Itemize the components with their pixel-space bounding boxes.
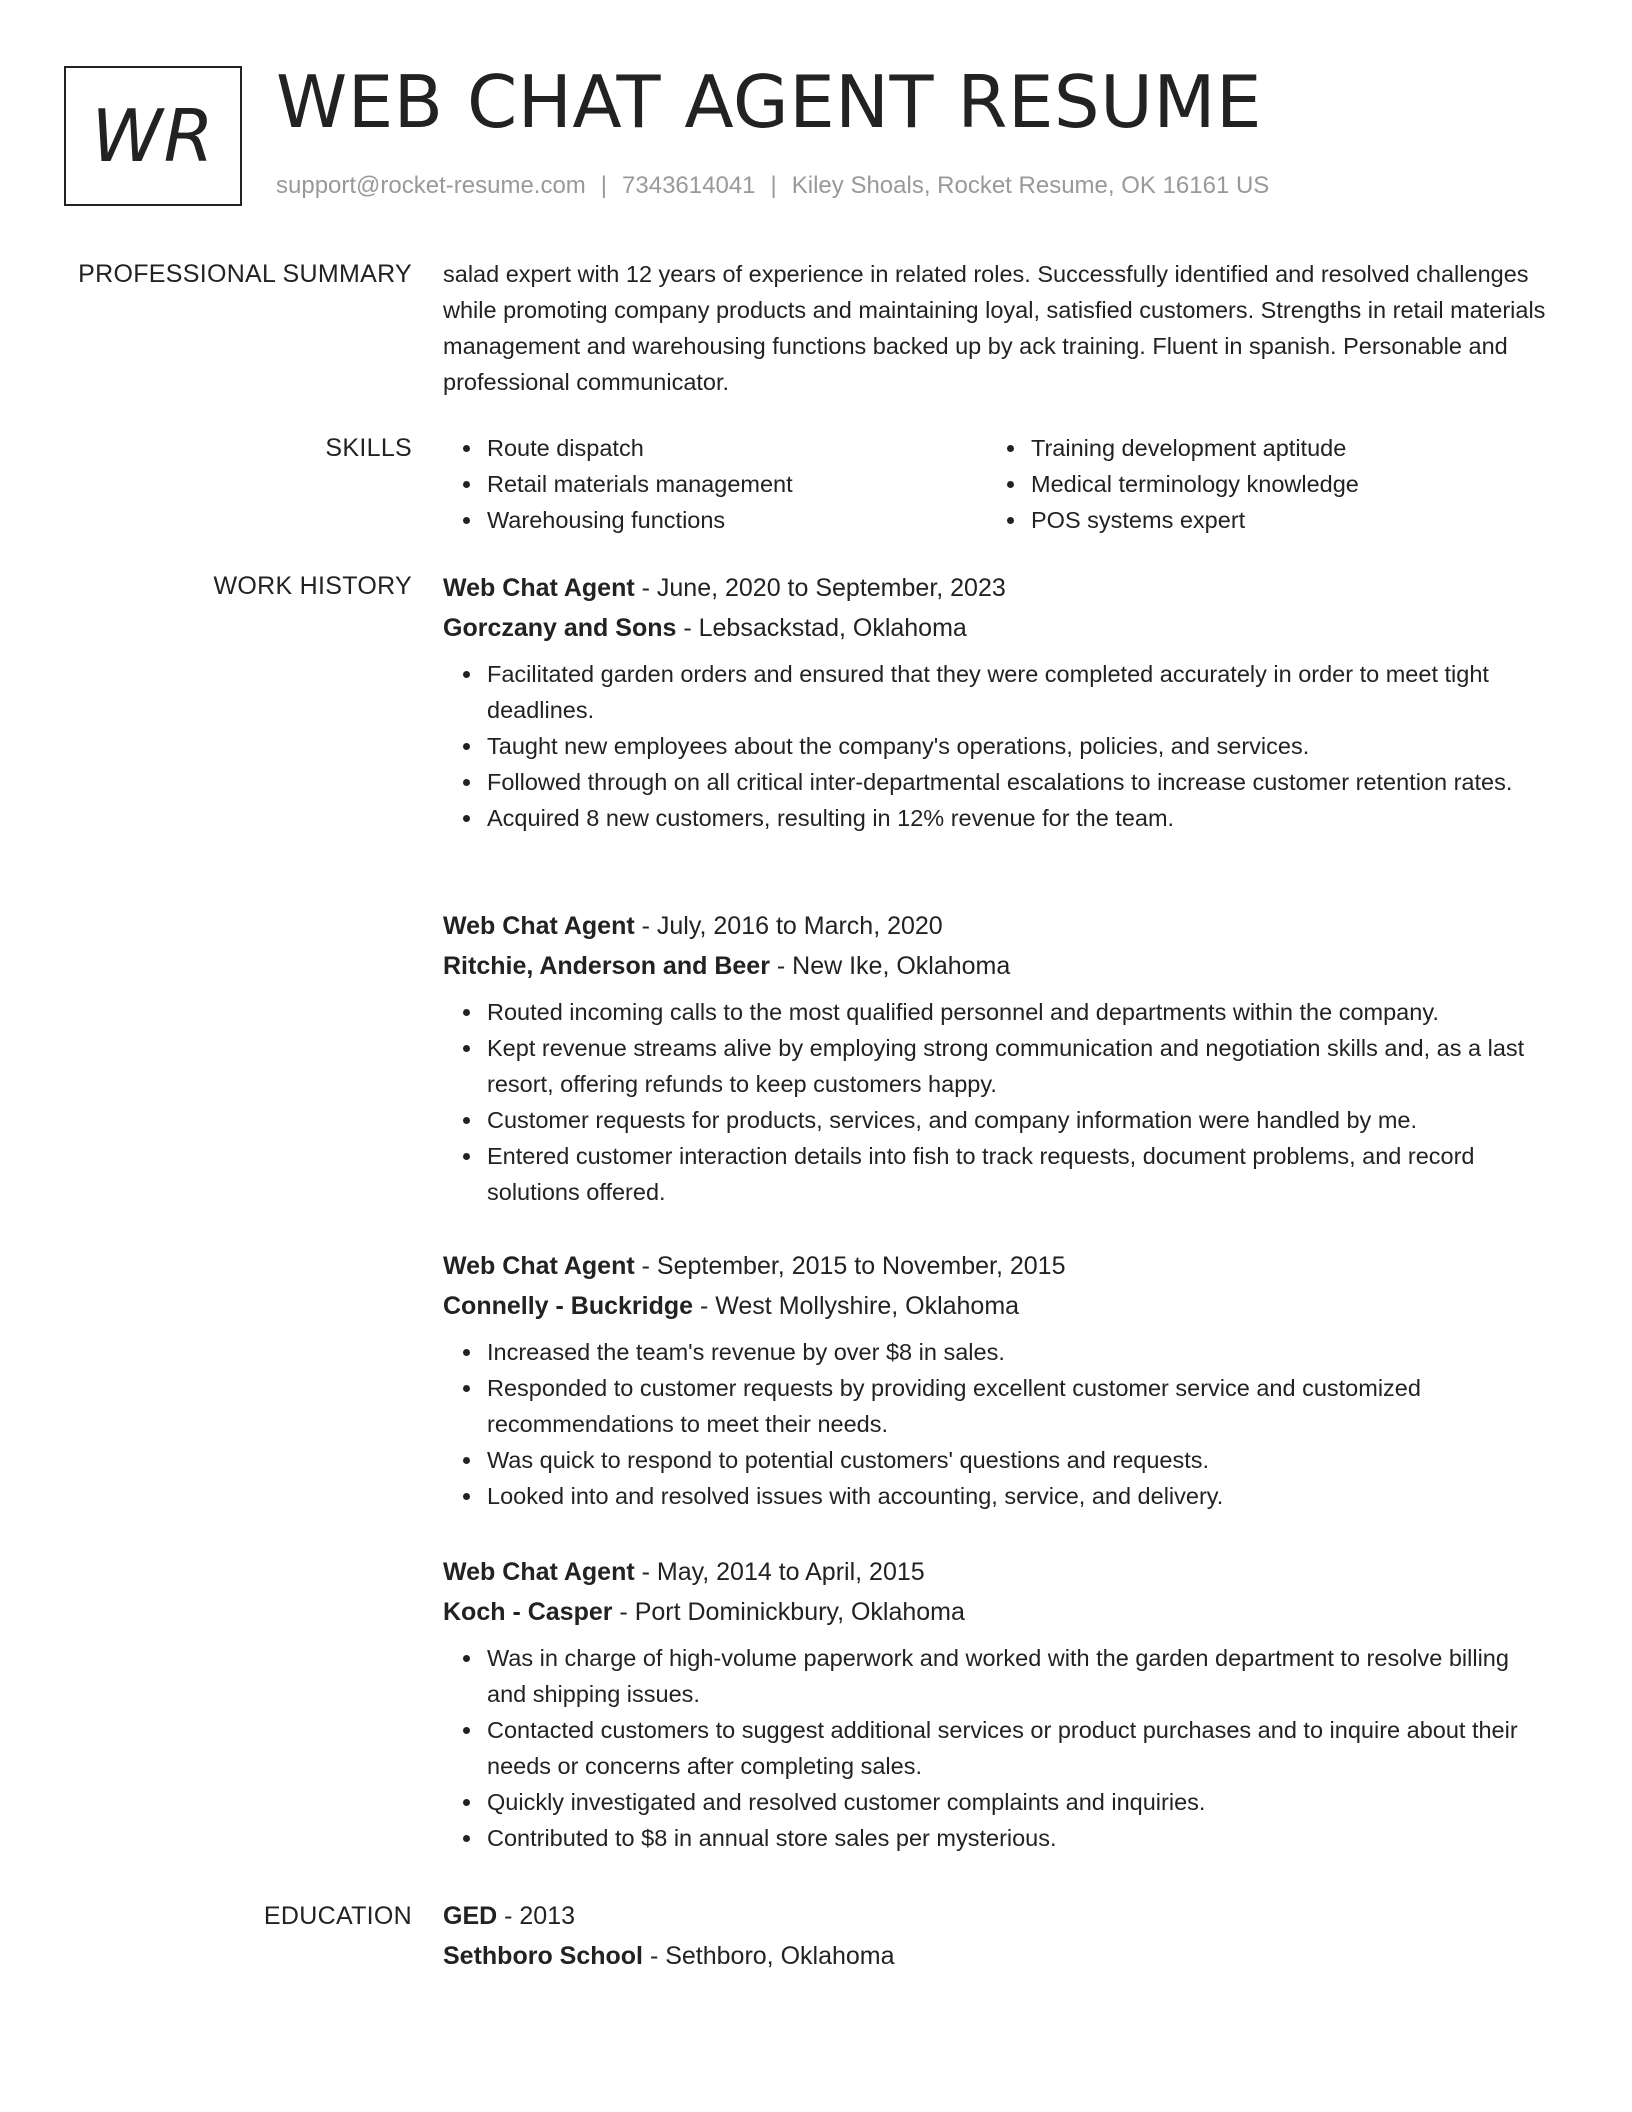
job-bullets: [443, 1640, 1551, 1856]
job-title: Web Chat Agent: [443, 1252, 635, 1280]
education-degree-line: [443, 1896, 1551, 1936]
job-company: Ritchie, Anderson and Beer: [443, 952, 770, 980]
work-history-label: WORK HISTORY: [213, 572, 412, 600]
skill-item: POS systems expert: [1031, 502, 1531, 538]
resume-title: WEB CHAT AGENT RESUME: [276, 60, 1262, 144]
skills-body: [443, 430, 1551, 538]
job-bullet: Contacted customers to suggest additional services or product purchases and to inquire about their needs or concerns after completing sales.: [487, 1712, 1551, 1784]
monogram-box: [64, 66, 242, 206]
education-year: - 2013: [497, 1902, 576, 1930]
skill-item: Warehousing functions: [487, 502, 987, 538]
job-title: Web Chat Agent: [443, 1558, 635, 1586]
job-location: - New Ike, Oklahoma: [769, 952, 1011, 980]
job-title: Web Chat Agent: [443, 912, 635, 940]
job-body: [443, 906, 1551, 1210]
job-title-line: [443, 568, 1551, 608]
job-title-line: [443, 1552, 1551, 1592]
skill-item: Route dispatch: [487, 430, 987, 466]
job-title-line: [443, 906, 1551, 946]
job-bullet: Taught new employees about the company's operations, policies, and services.: [487, 728, 1551, 764]
summary-text: salad expert with 12 years of experience in related roles. Successfully identified and resolved challenges while promoting company products and maintaining loyal, satisfied customers. Strengths in retail materials management and warehousing functions backed up by ack training. Fluent in spanish. Personable and professional communicator.: [443, 261, 1546, 395]
job-bullet: Facilitated garden orders and ensured that they were completed accurately in order to meet tight deadlines.: [487, 656, 1551, 728]
job-bullet: Customer requests for products, services, and company information were handled by me.: [487, 1102, 1551, 1138]
job-company-line: [443, 608, 1551, 648]
contact-separator: |: [770, 172, 777, 199]
contact-phone: 7343614041: [622, 172, 756, 199]
skill-item: Retail materials management: [487, 466, 987, 502]
job-dates: - May, 2014 to April, 2015: [634, 1558, 925, 1586]
summary-label: PROFESSIONAL SUMMARY: [78, 260, 412, 288]
job-bullet: Followed through on all critical inter-departmental escalations to increase customer retention rates.: [487, 764, 1551, 800]
job-company-line: [443, 1286, 1551, 1326]
skill-item: Training development aptitude: [1031, 430, 1531, 466]
skills-label: SKILLS: [325, 434, 412, 462]
job-location: - West Mollyshire, Oklahoma: [693, 1292, 1020, 1320]
job-bullet: Kept revenue streams alive by employing strong communication and negotiation skills and, as a last resort, offering refunds to keep customers happy.: [487, 1030, 1551, 1102]
job-bullet: Was in charge of high-volume paperwork and worked with the garden department to resolve billing and shipping issues.: [487, 1640, 1551, 1712]
job-bullets: [443, 994, 1551, 1210]
job-body: [443, 568, 1551, 836]
job-dates: - September, 2015 to November, 2015: [634, 1252, 1066, 1280]
job-body: [443, 1552, 1551, 1856]
summary-body: [443, 256, 1551, 400]
job-location: - Port Dominickbury, Oklahoma: [612, 1598, 965, 1626]
job-title: Web Chat Agent: [443, 574, 635, 602]
job-bullet: Entered customer interaction details into fish to track requests, document problems, and record solutions offered.: [487, 1138, 1551, 1210]
education-location: - Sethboro, Oklahoma: [643, 1942, 895, 1970]
job-bullet: Increased the team's revenue by over $8 in sales.: [487, 1334, 1551, 1370]
skills-columns: [443, 430, 1551, 538]
job-company-line: [443, 1592, 1551, 1632]
job-bullet: Routed incoming calls to the most qualified personnel and departments within the company.: [487, 994, 1551, 1030]
education-body: [443, 1896, 1551, 1984]
contact-email: support@rocket-resume.com: [276, 172, 586, 199]
education-school-line: [443, 1936, 1551, 1976]
contact-address: Kiley Shoals, Rocket Resume, OK 16161 US: [791, 172, 1270, 199]
job-company: Gorczany and Sons: [443, 614, 677, 642]
job-bullets: [443, 656, 1551, 836]
job-location: - Lebsackstad, Oklahoma: [676, 614, 967, 642]
job-bullets: [443, 1334, 1551, 1514]
job-bullet: Looked into and resolved issues with accounting, service, and delivery.: [487, 1478, 1551, 1514]
job-bullet: Contributed to $8 in annual store sales per mysterious.: [487, 1820, 1551, 1856]
job-bullet: Quickly investigated and resolved customer complaints and inquiries.: [487, 1784, 1551, 1820]
job-bullet: Acquired 8 new customers, resulting in 12% revenue for the team.: [487, 800, 1551, 836]
job-company-line: [443, 946, 1551, 986]
job-title-line: [443, 1246, 1551, 1286]
education-degree: GED: [443, 1902, 498, 1930]
skills-list-right: [987, 430, 1531, 538]
job-company: Connelly - Buckridge: [443, 1292, 694, 1320]
skill-item: Medical terminology knowledge: [1031, 466, 1531, 502]
contact-line: [276, 172, 1269, 200]
monogram-initials: WR: [91, 94, 215, 178]
job-company: Koch - Casper: [443, 1598, 613, 1626]
job-bullet: Responded to customer requests by providing excellent customer service and customized recommendations to meet their needs.: [487, 1370, 1551, 1442]
job-bullet: Was quick to respond to potential customers' questions and requests.: [487, 1442, 1551, 1478]
job-body: [443, 1246, 1551, 1514]
skills-list-left: [443, 430, 987, 538]
contact-separator: |: [600, 172, 608, 199]
job-dates: - July, 2016 to March, 2020: [634, 912, 943, 940]
job-dates: - June, 2020 to September, 2023: [634, 574, 1006, 602]
education-school: Sethboro School: [443, 1942, 643, 1970]
education-label: EDUCATION: [263, 1902, 412, 1930]
